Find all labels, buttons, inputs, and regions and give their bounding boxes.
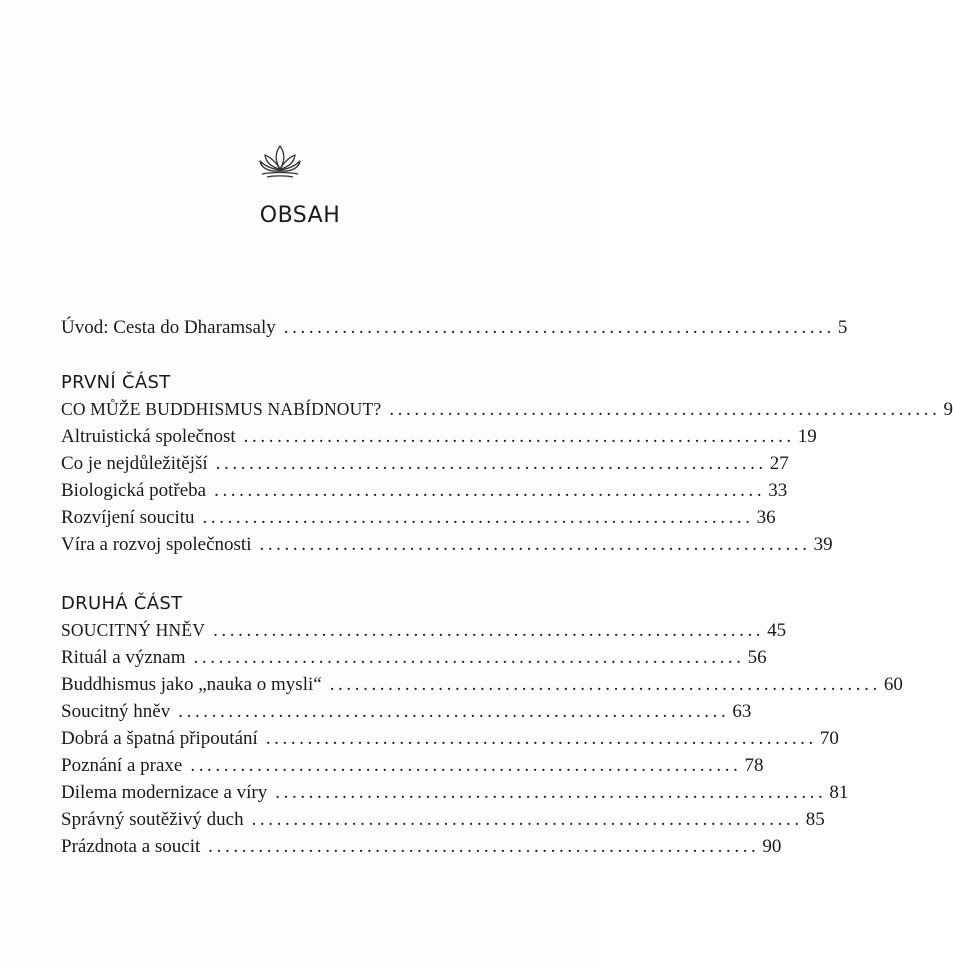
toc-entry[interactable] [61,701,752,728]
toc-entry[interactable] [61,674,903,701]
toc-page-number: 56 [747,647,767,668]
toc-page-number: 36 [756,507,776,528]
toc-entry[interactable] [61,426,817,453]
dot-leader: .................................................................. [283,317,835,338]
toc-entry[interactable] [61,507,776,534]
toc-entry[interactable] [61,647,767,674]
toc-entry[interactable] [61,836,782,863]
toc-entry-title: Soucitný hněv [61,701,171,722]
dot-leader: .................................................................. [329,674,881,695]
toc-chapter-part-two[interactable] [61,620,787,647]
toc-page-number: 70 [819,728,839,749]
toc-entry-title: Dilema modernizace a víry [61,782,268,803]
toc-entry-title: Úvod: Cesta do Dharamsaly [61,317,276,338]
dot-leader: .................................................................. [275,782,827,803]
dot-leader: .................................................................. [213,620,765,641]
dot-leader: .................................................................. [215,453,767,474]
toc-entry[interactable] [61,534,833,561]
toc-page-number: 45 [767,620,787,641]
toc-page-number: 81 [829,782,849,803]
toc-entry-title: Rituál a význam [61,647,186,668]
lotus-icon [254,140,306,180]
toc-entry[interactable] [61,480,788,507]
toc-chapter-title: CO MŮŽE BUDDHISMUS NABÍDNOUT? [61,399,382,419]
toc-page-number: 33 [768,480,788,501]
toc-entry-title: Víra a rozvoj společnosti [61,534,252,555]
dot-leader: .................................................................. [251,809,803,830]
toc-entry-intro[interactable] [61,317,848,344]
part-one-label: PRVNÍ ČÁST [61,372,171,393]
toc-page-number: 19 [797,426,817,447]
toc-page-number: 60 [883,674,903,695]
toc-entry-title: Dobrá a špatná připoutání [61,728,258,749]
toc-entry-title: Biologická potřeba [61,480,207,501]
toc-entry-title: Buddhismus jako „nauka o mysli“ [61,674,322,695]
toc-chapter-part-one[interactable] [61,399,953,426]
part-two-label: DRUHÁ ČÁST [61,593,183,614]
toc-entry-title: Altruistická společnost [61,426,236,447]
toc-entry[interactable] [61,728,839,755]
toc-entry[interactable] [61,782,849,809]
contents-heading: OBSAH [259,203,341,228]
toc-entry-title: Rozvíjení soucitu [61,507,195,528]
toc-entry-title: Správný soutěživý duch [61,809,244,830]
dot-leader: .................................................................. [193,647,745,668]
dot-leader: .................................................................. [190,755,742,776]
dot-leader: .................................................................. [202,507,754,528]
toc-entry-title: Co je nejdůležitější [61,453,208,474]
toc-page-number: 78 [744,755,764,776]
toc-entry[interactable] [61,809,825,836]
dot-leader: .................................................................. [214,480,766,501]
toc-entry-title: Prázdnota a soucit [61,836,201,857]
table-of-contents [61,317,953,863]
toc-page-number: 85 [805,809,825,830]
dot-leader: .................................................................. [389,399,941,420]
dot-leader: .................................................................. [208,836,760,857]
toc-entry[interactable] [61,453,789,480]
toc-page-number: 90 [762,836,782,857]
dot-leader: .................................................................. [243,426,795,447]
toc-page-number: 5 [837,317,848,338]
toc-chapter-title: SOUCITNÝ HNĚV [61,620,206,640]
toc-page-number: 63 [732,701,752,722]
toc-page-number: 27 [769,453,789,474]
toc-entry-title: Poznání a praxe [61,755,183,776]
dot-leader: .................................................................. [259,534,811,555]
dot-leader: .................................................................. [178,701,730,722]
toc-page-number: 9 [943,399,953,420]
toc-entry[interactable] [61,755,764,782]
dot-leader: .................................................................. [265,728,817,749]
toc-page-number: 39 [813,534,833,555]
